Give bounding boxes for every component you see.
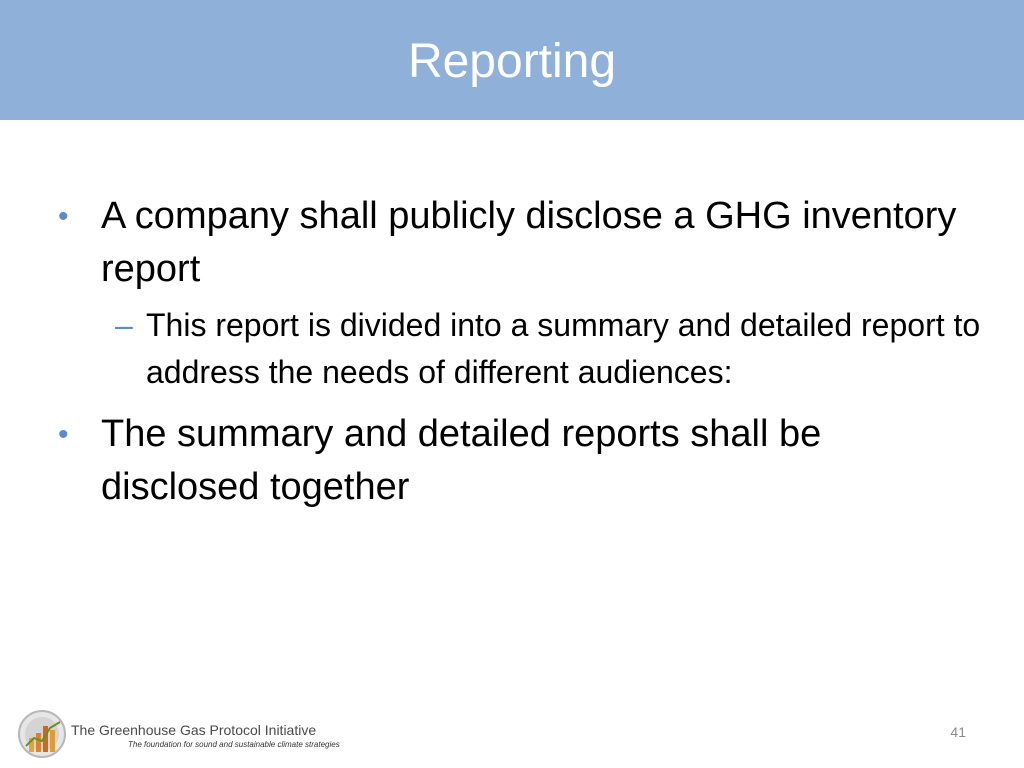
bullet-marker: •	[58, 200, 69, 233]
sub-bullet-item	[58, 302, 988, 396]
bullet-item	[58, 408, 988, 514]
title-bar	[0, 0, 1024, 120]
bullet-text: A company shall publicly disclose a GHG inventory report	[101, 195, 957, 290]
logo-tagline: The foundation for sound and sustainable climate strategies	[128, 740, 340, 749]
sub-bullet-marker: –	[115, 307, 133, 343]
sub-bullet-text: This report is divided into a summary and detailed report to address the needs of different audiences:	[146, 307, 981, 390]
logo-name: The Greenhouse Gas Protocol Initiative	[71, 722, 317, 738]
globe-chart-logo-icon	[16, 708, 68, 760]
bullet-item	[58, 190, 988, 296]
slide-content	[58, 190, 988, 514]
bullet-marker: •	[58, 418, 69, 451]
ghg-protocol-logo	[16, 708, 346, 760]
slide-title: Reporting	[407, 35, 617, 88]
bullet-text: The summary and detailed reports shall be disclosed together	[101, 413, 822, 508]
page-number: 41	[950, 724, 966, 740]
